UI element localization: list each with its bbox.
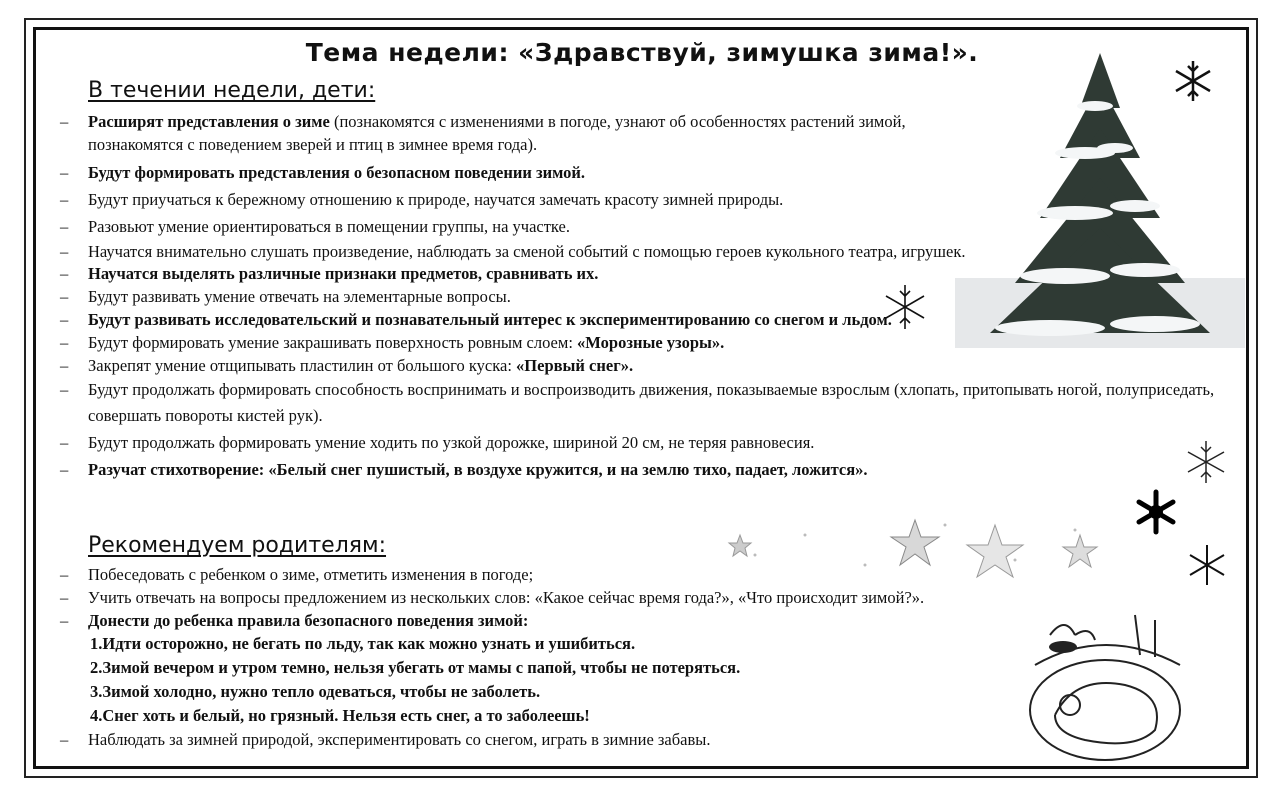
- list-item: [60, 331, 1220, 354]
- snowflake-icon: [1130, 486, 1182, 538]
- dash-marker: –: [60, 310, 69, 329]
- list-item: [60, 242, 978, 262]
- list-item: [60, 377, 1218, 429]
- item-text: (познакомятся с изменениями в погоде, узнают об особенностях растений зимой, познакомятся с поведением зверей и птиц в зимнее время года).: [88, 112, 906, 154]
- dash-marker: –: [60, 264, 69, 283]
- item-text: Научатся внимательно слушать произведение, наблюдать за сменой событий с помощью героев кукольного театра, игрушек.: [88, 242, 966, 261]
- item-bold: Будут формировать представления о безопасном поведении зимой.: [88, 163, 586, 182]
- parents-list: [60, 563, 1220, 751]
- item-text: Учить отвечать на вопросы предложением из нескольких слов: «Какое сейчас время года?», «Что происходит зимой?».: [88, 588, 925, 607]
- list-item: [60, 431, 1220, 454]
- dash-marker: –: [60, 433, 69, 452]
- list-item: [60, 563, 1220, 586]
- item-text: Разовьют умение ориентироваться в помещении группы, на участке.: [88, 217, 570, 236]
- list-item: [60, 262, 1220, 285]
- list-item: [60, 161, 1220, 184]
- list-item: [60, 215, 1220, 238]
- item-bold: «Первый снег».: [516, 356, 634, 375]
- item-bold: «Морозные узоры».: [577, 333, 725, 352]
- dash-marker: –: [60, 611, 69, 630]
- list-item: [60, 609, 1220, 632]
- item-bold: Разучат стихотворение: «Белый снег пушистый, в воздухе кружится, и на землю тихо, падает, ложится».: [88, 460, 868, 479]
- item-bold: Научатся выделять различные признаки предметов, сравнивать их.: [88, 264, 599, 283]
- list-item: [60, 188, 1220, 211]
- list-item: [60, 354, 1220, 377]
- dash-marker: –: [60, 287, 69, 306]
- section-heading-week: В течении недели, дети:: [88, 78, 376, 103]
- item-text: Будут развивать умение отвечать на элементарные вопросы.: [88, 287, 511, 306]
- dash-marker: –: [60, 112, 69, 131]
- item-bold: Донести до ребенка правила безопасного поведения зимой:: [88, 611, 529, 630]
- item-text: Будут продолжать формировать способность воспринимать и воспроизводить движения, показываемые взрослым (хлопать, притопывать ногой, полуприседать, совершать повороты кистей рук).: [88, 380, 1215, 425]
- week-list: [60, 110, 1220, 481]
- dash-marker: –: [60, 730, 69, 749]
- list-item: [60, 728, 1220, 751]
- list-item: [60, 308, 1220, 331]
- item-text: Закрепят умение отщипывать пластилин от большого куска:: [88, 356, 517, 375]
- item-text: Будут формировать умение закрашивать поверхность ровным слоем:: [88, 333, 578, 352]
- dash-marker: –: [60, 190, 69, 209]
- item-bold: Будут развивать исследовательский и познавательный интерес к экспериментированию со снегом и льдом.: [88, 310, 892, 329]
- item-text: Будут приучаться к бережному отношению к природе, научатся замечать красоту зимней природы.: [88, 190, 784, 209]
- item-text: Наблюдать за зимней природой, экспериментировать со снегом, играть в зимние забавы.: [88, 730, 711, 749]
- rule-item: 4.Снег хоть и белый, но грязный. Нельзя есть снег, а то заболеешь!: [90, 706, 590, 725]
- list-item: [60, 458, 1220, 481]
- rule-item: 3.Зимой холодно, нужно тепло одеваться, чтобы не заболеть.: [90, 682, 541, 701]
- rule-item: 1.Идти осторожно, не бегать по льду, так как можно узнать и ушибиться.: [90, 634, 636, 653]
- dash-marker: –: [60, 242, 69, 261]
- dash-marker: –: [60, 460, 69, 479]
- dash-marker: –: [60, 588, 69, 607]
- dash-marker: –: [60, 356, 69, 375]
- dash-marker: –: [60, 333, 69, 352]
- list-item: [60, 586, 1220, 609]
- dash-marker: –: [60, 163, 69, 182]
- item-text: Будут продолжать формировать умение ходить по узкой дорожке, шириной 20 см, не теряя равновесия.: [88, 433, 815, 452]
- rule-item: 2.Зимой вечером и утром темно, нельзя убегать от мамы с папой, чтобы не потеряться.: [90, 658, 741, 677]
- dash-marker: –: [60, 217, 69, 236]
- page-title: Тема недели: «Здравствуй, зимушка зима!».: [305, 38, 979, 67]
- item-text: Побеседовать с ребенком о зиме, отметить изменения в погоде;: [88, 565, 534, 584]
- section-heading-parents: Рекомендуем родителям:: [88, 533, 387, 558]
- item-bold: Расширят представления о зиме: [88, 112, 330, 131]
- list-item: [60, 110, 988, 156]
- dash-marker: –: [60, 380, 69, 399]
- dash-marker: –: [60, 565, 69, 584]
- list-item: [60, 285, 1220, 308]
